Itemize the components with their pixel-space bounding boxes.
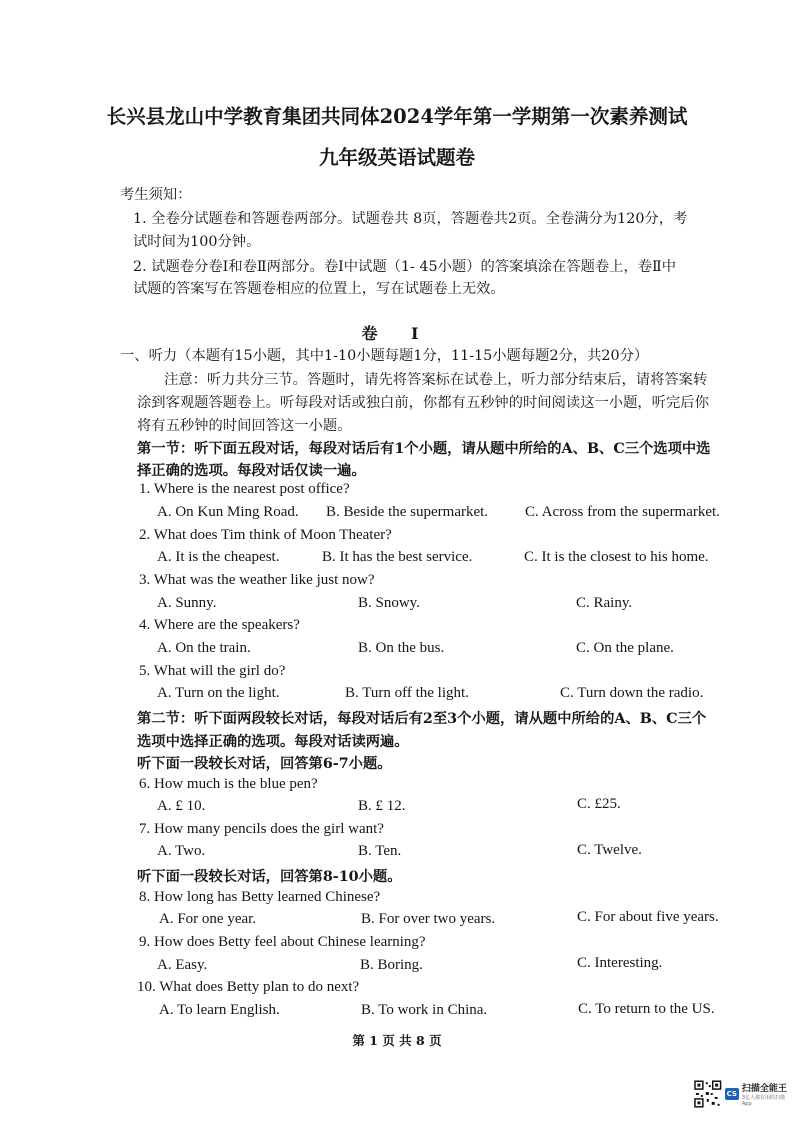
long-dialogue-2-instruction: 听下面一段较长对话，回答第8-10小题。 [137, 869, 402, 885]
question-2: 2. What does Tim think of Moon Theater? [139, 527, 392, 543]
q9-option-b: B. Boring. [360, 957, 423, 973]
question-5: 5. What will the girl do? [139, 663, 286, 679]
q8-option-b: B. For over two years. [361, 911, 496, 927]
section2-instruction-1: 第二节：听下面两段较长对话，每段对话后有2至3个小题，请从题中所给的A、B、C三个 [137, 711, 707, 727]
q9-option-a: A. Easy. [157, 957, 208, 973]
question-1: 1. Where is the nearest post office? [139, 481, 350, 497]
listening-note-2: 涂到客观题答题卷上。听每段对话或独白前，你都有五秒钟的时间阅读这一小题，听完后你 [137, 395, 709, 411]
listening-note-3: 将有五秒钟的时间回答这一小题。 [137, 418, 352, 434]
section1-instruction-1: 第一节：听下面五段对话，每段对话后有1个小题，请从题中所给的A、B、C三个选项中选 [137, 441, 711, 457]
q6-option-c: C. £25. [577, 796, 621, 812]
long-dialogue-1-instruction: 听下面一段较长对话，回答第6-7小题。 [137, 756, 392, 772]
q4-option-c: C. On the plane. [576, 640, 674, 656]
section2-instruction-2: 选项中选择正确的选项。每段对话读两遍。 [137, 734, 409, 750]
scanner-brand: 扫描全能王 [741, 1084, 787, 1094]
scanner-brand-block [742, 1081, 794, 1107]
q10-option-c: C. To return to the US. [578, 1001, 715, 1017]
q3-option-a: A. Sunny. [157, 595, 217, 611]
q7-option-b: B. Ten. [358, 843, 402, 859]
notice-item-2-cont: 试题的答案写在答题卷相应的位置上，写在试题卷上无效。 [133, 281, 505, 297]
q5-option-c: C. Turn down the radio. [560, 685, 704, 701]
q6-option-b: B. £ 12. [358, 798, 406, 814]
q9-option-c: C. Interesting. [577, 955, 663, 971]
q7-option-c: C. Twelve. [577, 842, 642, 858]
q5-option-b: B. Turn off the light. [345, 685, 469, 701]
q3-option-b: B. Snowy. [358, 595, 420, 611]
q5-option-a: A. Turn on the light. [157, 685, 280, 701]
camscanner-logo: CS [726, 1090, 737, 1098]
question-8: 8. How long has Betty learned Chinese? [139, 889, 381, 905]
part1-heading: 一、听力（本题有15小题，其中1-10小题每题1分，11-15小题每题2分，共20分） [120, 348, 649, 364]
question-3: 3. What was the weather like just now? [139, 572, 375, 588]
notice-item-1: 1. 全卷分试题卷和答题卷两部分。试题卷共 8页，答题卷共2页。全卷满分为120分，考 [133, 211, 688, 227]
q10-option-a: A. To learn English. [159, 1002, 280, 1018]
notice-heading: 考生须知： [120, 187, 192, 203]
page-number: 第 1 页 共 8 页 [352, 1033, 442, 1048]
question-7: 7. How many pencils does the girl want? [139, 821, 384, 837]
q2-option-b: B. It has the best service. [322, 549, 473, 565]
exam-title: 长兴县龙山中学教育集团共同体2024学年第一学期第一次素养测试 [106, 105, 688, 128]
q4-option-a: A. On the train. [157, 640, 251, 656]
q10-option-b: B. To work in China. [361, 1002, 488, 1018]
q8-option-a: A. For one year. [159, 911, 257, 927]
q2-option-c: C. It is the closest to his home. [524, 549, 709, 565]
scanner-tagline: 3亿人都在用的扫描App [741, 1095, 786, 1107]
q8-option-c: C. For about five years. [577, 909, 719, 925]
question-4: 4. Where are the speakers? [139, 617, 300, 633]
listening-note-1: 注意：听力共分三节。答题时，请先将答案标在试卷上，听力部分结束后，请将答案转 [164, 372, 708, 388]
q4-option-b: B. On the bus. [358, 640, 445, 656]
section-title: 卷 I [361, 324, 433, 343]
q3-option-c: C. Rainy. [576, 595, 633, 611]
section1-instruction-2: 择正确的选项。每段对话仅读一遍。 [137, 463, 366, 479]
q2-option-a: A. It is the cheapest. [157, 549, 280, 565]
q7-option-a: A. Two. [157, 843, 206, 859]
q1-option-c: C. Across from the supermarket. [525, 504, 720, 520]
notice-item-1-cont: 试时间为100分钟。 [133, 234, 261, 250]
question-10: 10. What does Betty plan to do next? [137, 979, 360, 995]
q1-option-a: A. On Kun Ming Road. [157, 504, 299, 520]
question-9: 9. How does Betty feel about Chinese learning? [139, 934, 426, 950]
qr-code-icon [694, 1080, 722, 1108]
question-6: 6. How much is the blue pen? [139, 776, 318, 792]
exam-subtitle: 九年级英语试题卷 [318, 146, 475, 169]
scanner-watermark [694, 1078, 794, 1110]
q1-option-b: B. Beside the supermarket. [326, 504, 489, 520]
q6-option-a: A. £ 10. [157, 798, 206, 814]
notice-item-2: 2. 试题卷分卷Ⅰ和卷Ⅱ两部分。卷Ⅰ中试题（1- 45小题）的答案填涂在答题卷上，卷Ⅱ中 [133, 259, 677, 275]
